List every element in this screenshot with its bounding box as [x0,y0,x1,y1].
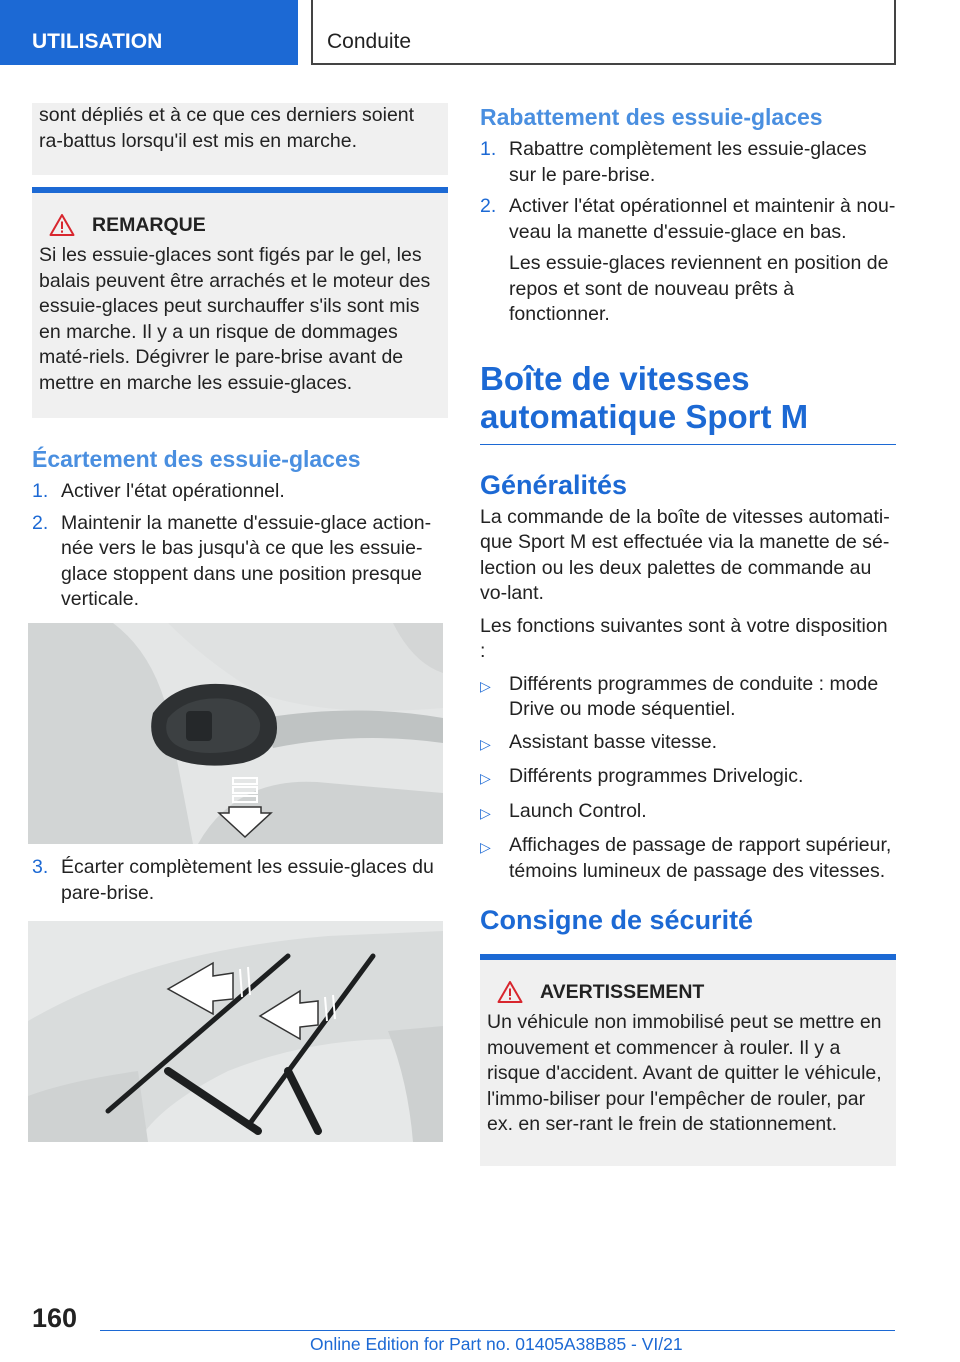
general-title: Généralités [480,469,628,500]
left-column-step3 [32,855,448,906]
section-title-fold-wipers: Rabattement des essuie-glaces [480,104,823,130]
warning-box [480,954,896,1166]
header-chapter-tab [311,0,896,65]
wiper-lever-illustration [28,623,443,844]
chapter-title-rule [480,444,896,445]
page-number: 160 [32,1303,78,1333]
triangle-right-icon: ▷ [480,804,491,821]
step-text: Maintenir la manette d'essuie-glace action‐née vers le bas jusqu'à ce que les essuie-glace stoppent dans une position presque verticale. [61,511,432,610]
wipers-windscreen-illustration [28,921,443,1142]
safety-title: Consigne de sécurité [480,905,754,935]
list-item [480,194,896,245]
step-number: 1. [32,480,49,502]
continued-text: sont dépliés et à ce que ces derniers soient ra‐battus lorsqu'il est mis en marche. [39,104,415,152]
step-number: 2. [480,195,497,217]
step-text: Écarter complètement les essuie-glaces du pare-brise. [61,856,434,904]
triangle-right-icon: ▷ [480,735,491,752]
warning-text: Un véhicule non immobilisé peut se mettre en mouvement et commencer à rouler. Il y a risque d'accident. Avant de quitter le véhicule, l'immo‐biliser pour l'empêcher de rouler, par ex. en ser‐rant le frein de stationnement. [487,1011,882,1135]
notice-title: REMARQUE [92,213,206,236]
footer-edition: Online Edition for Part no. 01405A38B85 - VI/21 [310,1334,683,1354]
wipers-windscreen-figure [28,921,443,1142]
continued-box [32,103,448,175]
list-item [480,833,896,884]
warning-title: AVERTISSEMENT [540,980,705,1003]
warning-triangle-icon [497,980,523,1004]
triangle-right-icon: ▷ [480,677,491,694]
fold-wipers-steps [480,137,896,245]
notice-header [39,213,440,237]
header-section-tab [0,0,298,65]
functions-intro: Les fonctions suivantes sont à votre disposition : [480,614,888,662]
header-chapter-label: Conduite [327,30,412,53]
section-title-spread-wipers: Écartement des essuie-glaces [32,446,361,472]
list-item [32,855,448,906]
step-number: 3. [32,856,49,878]
wiper-lever-figure [28,623,443,844]
list-item [480,672,896,723]
list-item [32,511,448,613]
spread-wipers-steps [32,479,448,613]
step-number: 2. [32,511,49,534]
function-text: Différents programmes Drivelogic. [509,765,804,787]
left-column [32,103,448,613]
footer-rule [100,1330,895,1331]
step-text: Rabattre complètement les essuie-glaces sur le pare-brise. [509,138,867,186]
functions-list [480,672,896,885]
chapter-title-line-1: Boîte de vitesses [480,359,750,397]
notice-text: Si les essuie-glaces sont figés par le gel, les balais peuvent être arrachés et le moteur des essuie-glaces peut surchauffer s'ils sont mis en marche. Il y a un risque de dommages maté‐riels. Dégivrer le pare-brise avant de mettre en marche les essuie-glaces. [39,244,431,394]
chapter-title-line-2: automatique Sport M [480,397,809,435]
triangle-right-icon: ▷ [480,770,491,786]
list-item [480,137,896,188]
right-column [480,103,896,1166]
warning-triangle-icon [49,213,75,237]
function-text: Affichages de passage de rapport supérieur, témoins lumineux de passage des vitesses. [509,834,892,882]
warning-header [487,980,888,1004]
list-item [480,764,896,792]
function-text: Différents programmes de conduite : mode Drive ou mode séquentiel. [509,672,879,720]
triangle-right-icon: ▷ [480,839,491,855]
spread-wipers-step3 [32,855,448,906]
step-text: Activer l'état opérationnel et maintenir à nou‐veau la manette d'essuie-glace en bas. [509,195,896,243]
header-section-label: UTILISATION [32,30,163,53]
list-item [480,730,896,758]
function-text: Launch Control. [509,799,647,822]
step-result-text: Les essuie-glaces reviennent en position de repos et sont de nouveau prêts à fonctionner. [509,252,889,325]
notice-box [32,187,448,418]
list-item [32,479,448,505]
general-text: La commande de la boîte de vitesses automati‐que Sport M est effectuée via la manette de sé‐lection ou les deux palettes de commande au vo‐lant. [480,505,890,604]
list-item [480,799,896,827]
chapter-title [480,360,896,436]
step-text: Activer l'état opérationnel. [61,480,285,502]
step-number: 1. [480,138,497,160]
function-text: Assistant basse vitesse. [509,730,718,753]
